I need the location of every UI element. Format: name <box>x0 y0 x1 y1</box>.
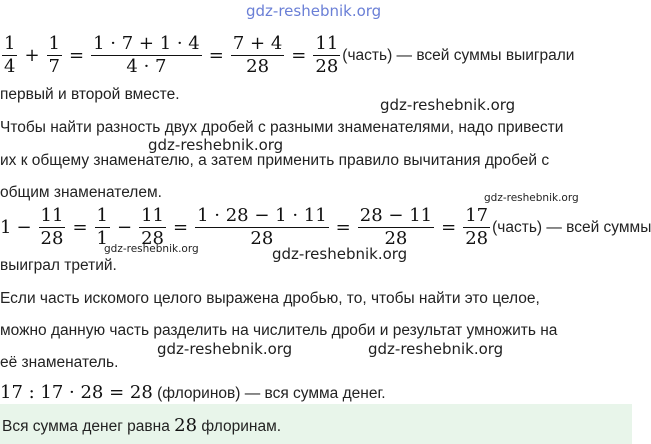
fraction: $\frac{11}{28}$ <box>141 205 164 249</box>
watermark: gdz-reshebnik.org <box>380 96 516 114</box>
watermark: gdz-reshebnik.org <box>104 243 199 255</box>
fraction: $\frac{1}{7}$ <box>48 33 60 77</box>
calculation-tail: (флоринов) — вся сумма денег. <box>157 385 386 402</box>
fraction: $\frac{11}{28}$ <box>40 205 64 249</box>
fraction: $\frac{11}{28}$ <box>315 33 339 77</box>
result-value: 28 <box>174 415 198 436</box>
equation-tail-text: (часть) — всей суммы <box>492 218 651 236</box>
fraction: $\frac{1 \cdot 7 + 1 \cdot 4}{4 \cdot 7}$ <box>93 33 200 77</box>
calculation-expression: 17 : 17 · 28 = 28 <box>0 382 153 403</box>
equation-sum: $\frac{1}{4}$ + $\frac{1}{7}$ = $\frac{1 \cdot 7 + 1 \cdot 4}{4 \cdot 7}$ = $\frac{7 + 4}{28}$ = $\frac{11}{28}$ (часть) — всей суммы выиграли <box>4 33 575 77</box>
fraction: $\frac{28 - 11}{28}$ <box>359 205 433 249</box>
rule-text: Если часть искомого целого выражена дробью, то, чтобы найти это целое, <box>0 290 540 307</box>
fraction: $\frac{7 + 4}{28}$ <box>232 33 283 77</box>
watermark: gdz-reshebnik.org <box>484 192 579 204</box>
fraction: $\frac{17}{28}$ <box>465 205 489 249</box>
fraction: $\frac{1}{1}$ <box>96 205 108 249</box>
equation-difference: 1 − $\frac{11}{28}$ = $\frac{1}{1}$ − $\frac{11}{28}$ = $\frac{1 \cdot 28 - 1 \cdot 11}{28}$ = $\frac{28 - 11}{28}$ = $\frac{17}{28}$ (часть) — всей суммы <box>0 205 651 249</box>
watermark: gdz-reshebnik.org <box>157 340 293 358</box>
text-line: выиграл третий. <box>0 257 117 274</box>
rule-text: общим знаменателем. <box>0 184 162 201</box>
fraction: $\frac{1}{4}$ <box>4 33 16 77</box>
text-line: первый и второй вместе. <box>0 86 180 103</box>
rule-text: Чтобы найти разность двух дробей с разными знаменателями, надо привести <box>0 119 564 136</box>
rule-text: можно данную часть разделить на числитель дроби и результат умножить на <box>0 322 558 339</box>
rule-text: её знаменатель. <box>0 354 119 371</box>
rule-text: их к общему знаменателю, а затем применить правило вычитания дробей с <box>0 152 550 169</box>
result-text <box>2 415 281 436</box>
result-box <box>0 404 632 444</box>
watermark: gdz-reshebnik.org <box>368 340 504 358</box>
equation-tail-text: (часть) — всей суммы выиграли <box>342 46 575 64</box>
watermark: gdz-reshebnik.org <box>272 245 408 263</box>
result-after: флоринам. <box>201 418 282 435</box>
watermark-top[interactable]: gdz-reshebnik.org <box>246 2 382 20</box>
result-before: Вся сумма денег равна <box>2 418 170 435</box>
fraction: $\frac{1 \cdot 28 - 1 \cdot 11}{28}$ <box>197 205 327 249</box>
calculation <box>0 382 386 403</box>
watermark: gdz-reshebnik.org <box>148 136 284 154</box>
